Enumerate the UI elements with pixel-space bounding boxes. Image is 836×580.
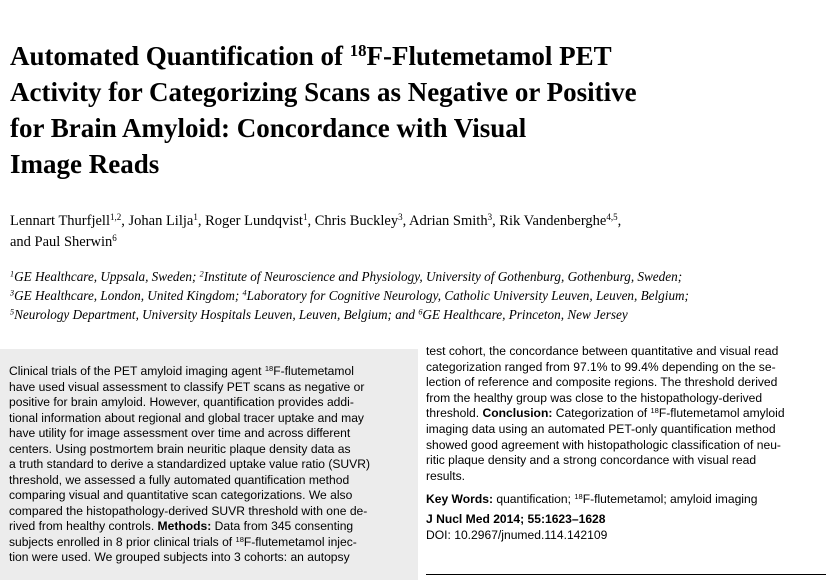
keywords-text: F-flutemetamol; amyloid imaging <box>582 492 758 507</box>
author-sep: , <box>492 213 500 229</box>
abstract-text-left <box>0 349 418 566</box>
author-name: Johan Lilja <box>128 213 194 229</box>
author-affil-sup: 6 <box>112 233 117 244</box>
citation-block <box>426 512 826 543</box>
abstract-line: ritic plaque density and a strong concordance with visual read <box>426 453 757 468</box>
title-superscript: 18 <box>349 40 367 60</box>
title-line-1 <box>10 38 810 74</box>
author-sep: , <box>307 213 315 229</box>
keywords <box>426 492 826 508</box>
affiliation-list <box>10 267 825 324</box>
keywords-label: Key Words: <box>426 492 493 507</box>
author-sep: , <box>402 213 410 229</box>
abstract-line: comparing visual and quantitative scan categorizations. We also <box>9 488 353 502</box>
author-affil-sup: 4,5 <box>606 212 618 223</box>
title-line-3: for Brain Amyloid: Concordance with Visual <box>10 113 527 143</box>
journal-citation: J Nucl Med 2014; 55:1623–1628 <box>426 511 606 526</box>
affiliation-text: Laboratory for Cognitive Neurology, Catholic University Leuven, Leuven, Belgium; <box>246 288 689 303</box>
keywords-text: quantification; <box>492 492 575 507</box>
affiliation-line-2 <box>10 286 825 305</box>
abstract-sup: 18 <box>264 363 274 373</box>
abstract-line <box>426 406 826 422</box>
abstract-line: test cohort, the concordance between quantitative and visual read <box>426 344 779 358</box>
author-name: Roger Lundqvist <box>205 213 303 229</box>
abstract-sup: 18 <box>650 406 659 416</box>
keywords-sup: 18 <box>574 492 583 502</box>
methods-heading: Methods: <box>157 519 212 533</box>
abstract-text: F-flutemetamol injec- <box>243 534 357 549</box>
abstract-sup: 18 <box>235 534 244 544</box>
abstract-line <box>9 519 418 535</box>
affiliation-text: Institute of Neuroscience and Physiology, University of Gothenburg, Gothenburg, Sweden; <box>203 269 683 284</box>
affiliation-sup: 1 <box>10 269 15 279</box>
abstract-line: imaging data using an automated PET-only quantification method <box>426 421 776 436</box>
affiliation-sup: 5 <box>10 307 15 317</box>
author-sep: , <box>617 213 622 229</box>
author-affil-sup: 3 <box>398 212 403 223</box>
title-text: Automated Quantification of <box>10 41 350 71</box>
author-sep: , <box>197 213 206 229</box>
abstract-text: threshold. <box>426 406 483 421</box>
abstract-line: tional information about regional and global tracer uptake and may <box>9 410 364 425</box>
abstract-line: categorization ranged from 97.1% to 99.4% depending on the se- <box>426 359 776 374</box>
abstract-text: Categorization of <box>552 406 651 421</box>
author-list <box>10 211 810 253</box>
affiliation-sup: 4 <box>242 288 247 298</box>
abstract-line: a truth standard to derive a standardized uptake value ratio (SUVR) <box>9 457 370 471</box>
affiliation-line-1 <box>10 267 825 286</box>
author-name: and Paul Sherwin <box>10 234 113 250</box>
affiliation-sup: 3 <box>10 288 15 298</box>
abstract-text: subjects enrolled in 8 prior clinical trials of <box>9 534 236 549</box>
abstract-text: rived from healthy controls. <box>9 519 158 533</box>
doi-link[interactable]: DOI: 10.2967/jnumed.114.142109 <box>426 527 608 542</box>
abstract-line: threshold, we assessed a fully automated quantification method <box>9 472 350 487</box>
title-line-2: Activity for Categorizing Scans as Negative or Positive <box>10 77 637 107</box>
abstract-line: have used visual assessment to classify PET scans as negative or <box>9 379 365 394</box>
abstract-line: have utility for image assessment over time and across different <box>9 426 351 440</box>
author-name: Lennart Thurfjell <box>10 213 110 229</box>
author-affil-sup: 1 <box>193 212 198 223</box>
author-line-2 <box>10 232 810 253</box>
abstract-line <box>9 364 418 380</box>
author-affil-sup: 3 <box>487 212 493 223</box>
abstract-line <box>9 535 418 551</box>
author-name: Rik Vandenberghe <box>499 213 607 229</box>
abstract-line: results. <box>426 468 465 483</box>
author-name: Adrian Smith <box>409 213 488 229</box>
abstract-text: Clinical trials of the PET amyloid imaging agent <box>9 364 265 378</box>
affiliation-line-3 <box>10 305 825 324</box>
author-affil-sup: 1,2 <box>110 212 122 223</box>
abstract-line: centers. Using postmortem brain neuritic plaque density data as <box>9 441 351 456</box>
abstract-column-right <box>426 344 826 543</box>
affiliation-text: GE Healthcare, Princeton, New Jersey <box>422 307 628 322</box>
article-title <box>10 38 810 182</box>
affiliation-sup: 2 <box>199 269 204 279</box>
author-line-1 <box>10 211 810 232</box>
abstract-box-left <box>0 349 418 580</box>
author-sep: , <box>121 213 129 229</box>
abstract-line: showed good agreement with histopathologic classification of neu- <box>426 437 781 452</box>
abstract-text: F-flutemetamol amyloid <box>658 406 785 421</box>
abstract-line: compared the histopathology-derived SUVR threshold with one de- <box>9 503 368 518</box>
title-line-4: Image Reads <box>10 149 160 179</box>
affiliation-text: GE Healthcare, London, United Kingdom; <box>14 288 243 303</box>
divider-rule <box>426 574 826 575</box>
abstract-line: tion were used. We grouped subjects into 3 cohorts: an autopsy <box>9 550 350 564</box>
abstract-line: positive for brain amyloid. However, quantification provides addi- <box>9 395 354 409</box>
abstract-text: F-flutemetamol <box>273 364 354 378</box>
abstract-line: lection of reference and composite regions. The threshold derived <box>426 375 778 390</box>
affiliation-text: Neurology Department, University Hospitals Leuven, Leuven, Belgium; and <box>14 307 419 322</box>
abstract-text: Data from 345 consenting <box>211 519 354 533</box>
author-affil-sup: 1 <box>302 212 308 223</box>
conclusion-heading: Conclusion: <box>482 406 553 421</box>
affiliation-sup: 6 <box>418 307 423 317</box>
title-text: F-Flutemetamol PET <box>366 41 612 71</box>
abstract-line: from the healthy group was close to the histopathology-derived <box>426 390 763 405</box>
affiliation-text: GE Healthcare, Uppsala, Sweden; <box>14 269 200 284</box>
author-name: Chris Buckley <box>314 213 399 229</box>
